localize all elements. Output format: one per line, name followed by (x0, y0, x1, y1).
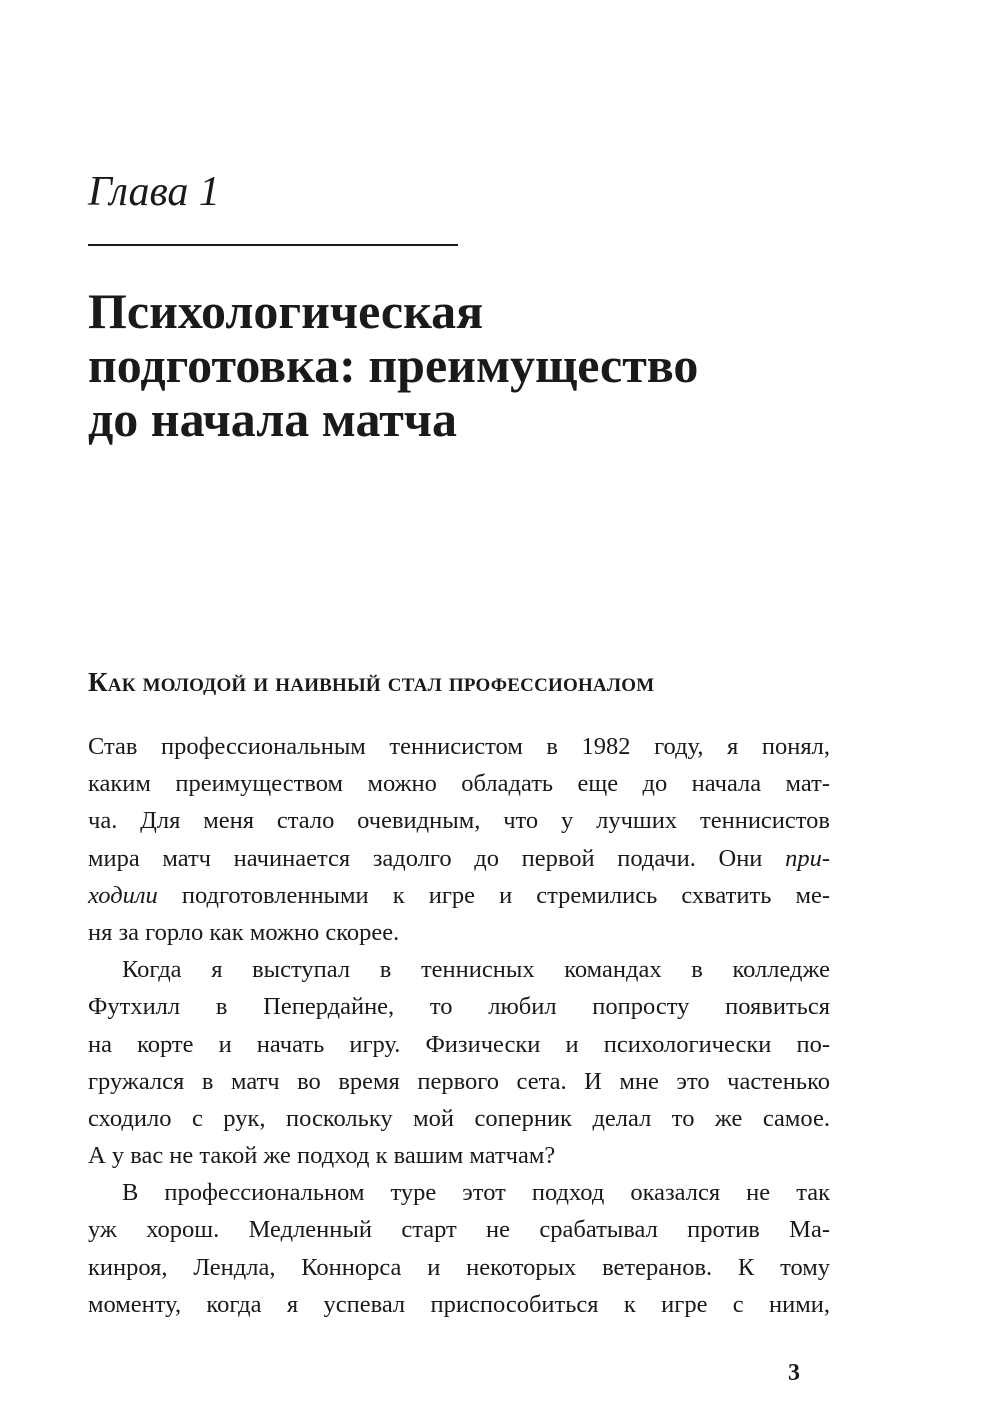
text-line: сходило с рук, поскольку мой соперник делал то же самое. (88, 1104, 830, 1132)
chapter-title-line: до начала матча (88, 391, 457, 447)
section-heading: Как молодой и наивный стал профессионалом (88, 667, 655, 697)
text-line (88, 877, 830, 914)
text-line: моменту, когда я успевал приспособиться к игре с ними, (88, 1290, 830, 1318)
text-line: А у вас не такой же подход к вашим матчам? (88, 1142, 556, 1170)
text-line: Став профессиональным теннисистом в 1982 году, я понял, (88, 733, 830, 760)
text-line: ча. Для меня стало очевидным, что у лучших теннисистов (88, 807, 830, 835)
text-line: каким преимуществом можно обладать еще до начала мат- (88, 770, 830, 798)
text-line: Футхилл в Пепердайне, то любил попросту появиться (88, 993, 830, 1021)
chapter-title-line: Психологическая (88, 283, 484, 339)
text-line: уж хорош. Медленный старт не срабатывал против Ма- (88, 1216, 830, 1244)
text-fragment: мира матч начинается задолго до первой подачи. Они (88, 844, 786, 872)
text-line: гружался в матч во время первого сета. И мне это частенько (88, 1067, 830, 1095)
body-text (88, 728, 830, 1323)
text-line: Когда я выступал в теннисных командах в колледже (122, 956, 830, 984)
emphasized-text: ходили (88, 881, 158, 909)
text-line: В профессиональном туре этот подход оказался не так (122, 1179, 830, 1207)
chapter-title (88, 284, 948, 446)
chapter-title-line: подготовка: преимущество (88, 337, 699, 393)
text-line: на корте и начать игру. Физически и психологически по- (88, 1030, 830, 1058)
chapter-label: Глава 1 (88, 169, 220, 215)
chapter-divider (88, 244, 458, 246)
text-line: ня за горло как можно скорее. (88, 918, 400, 946)
page-number: 3 (788, 1360, 800, 1386)
emphasized-text: при- (785, 844, 830, 872)
text-line: кинроя, Лендла, Коннорса и некоторых ветеранов. К тому (88, 1253, 830, 1281)
text-line (88, 840, 830, 877)
text-fragment: подготовленными к игре и стремились схватить ме- (157, 881, 830, 909)
